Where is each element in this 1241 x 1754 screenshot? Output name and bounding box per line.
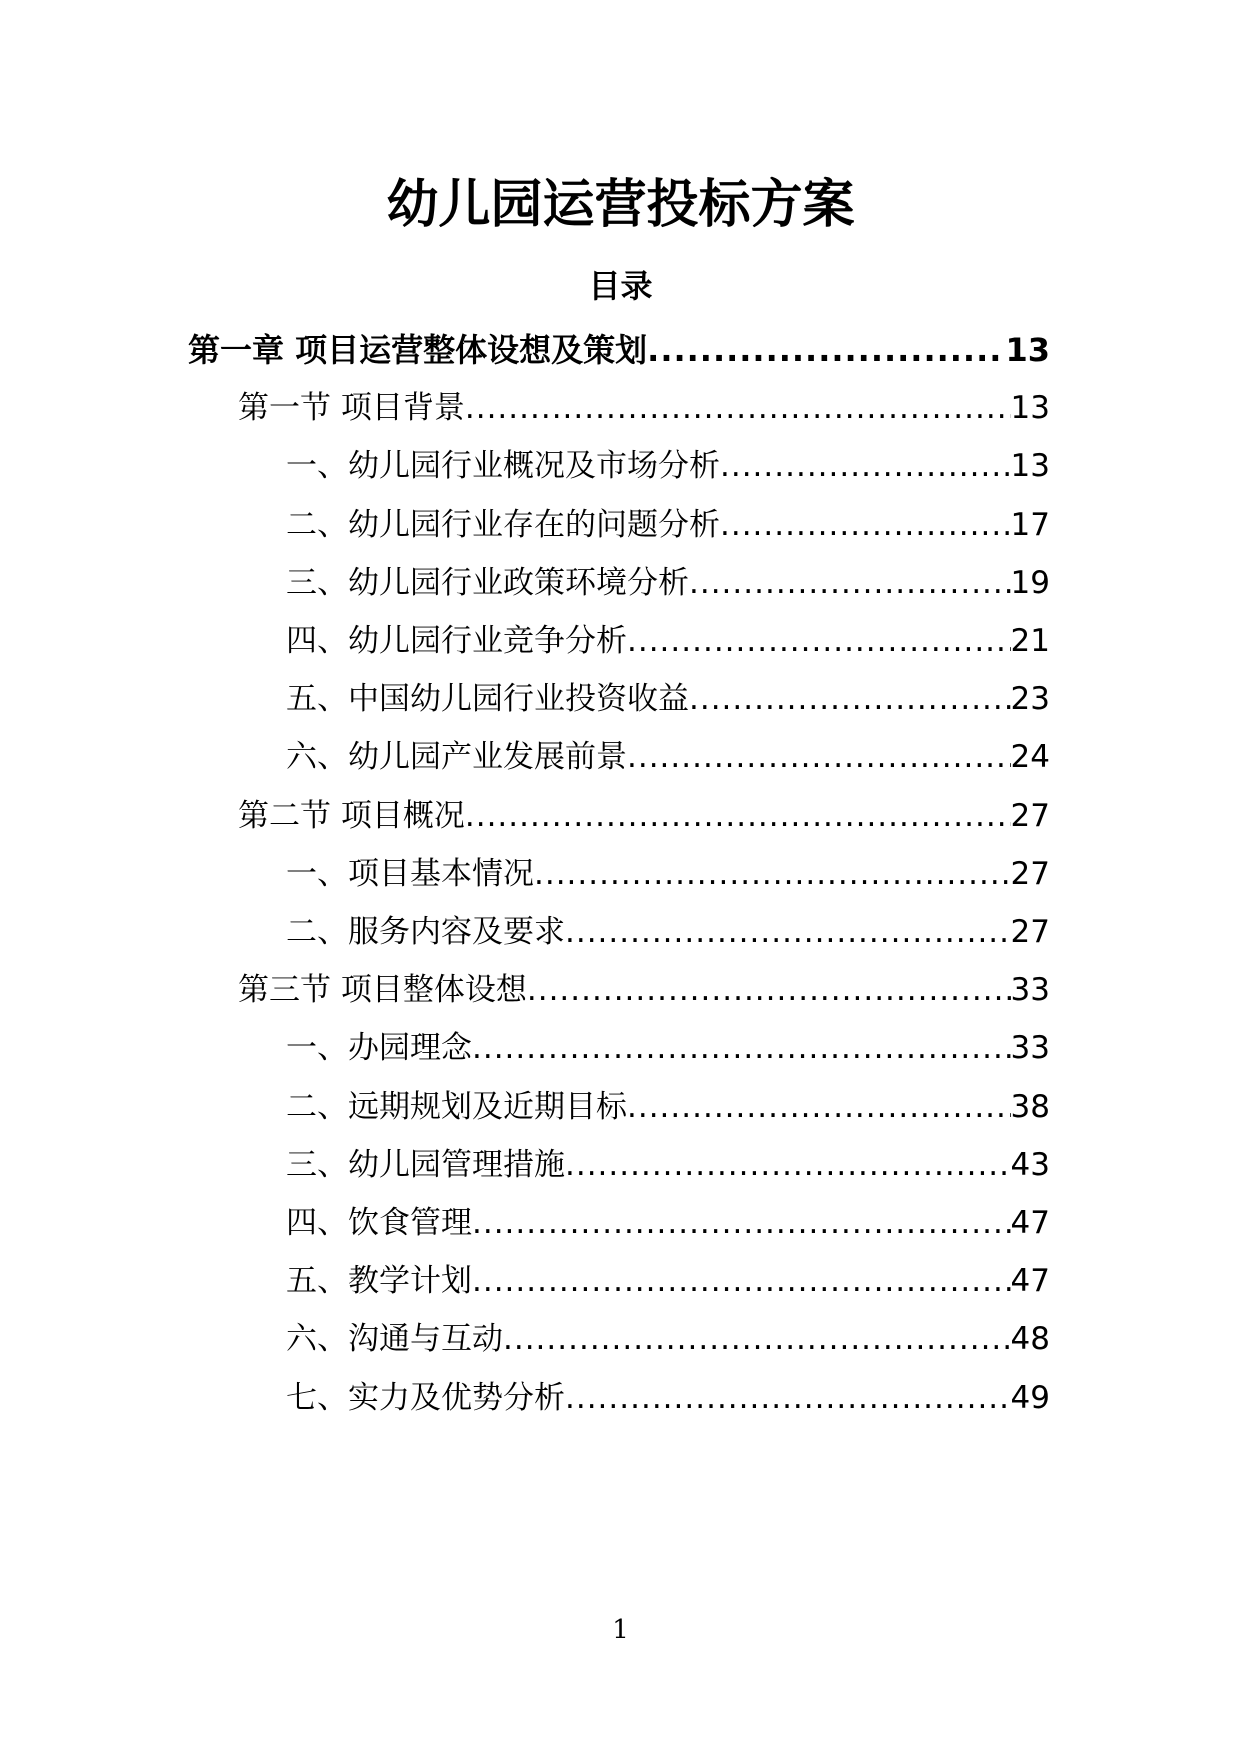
toc-entry-label: 六、沟通与互动: [286, 1321, 503, 1357]
toc-entry-label: 四、幼儿园行业竞争分析: [286, 623, 627, 659]
toc-entry[interactable]: [286, 1257, 1050, 1305]
toc-dot-leader: [689, 559, 1011, 607]
toc-entry[interactable]: [286, 442, 1050, 490]
toc-entry-label: 三、幼儿园管理措施: [286, 1147, 565, 1183]
toc-entry-page: 21: [1010, 623, 1050, 659]
toc-entry[interactable]: [286, 501, 1050, 549]
toc-entry-page: 47: [1010, 1205, 1050, 1241]
toc-entry-page: 13: [1010, 448, 1050, 484]
toc-entry-label: 一、项目基本情况: [286, 856, 534, 892]
toc-entry-page: 23: [1010, 681, 1050, 717]
toc-entry[interactable]: [286, 1141, 1050, 1189]
toc-entry-label: 三、幼儿园行业政策环境分析: [286, 565, 689, 601]
toc-entry-page: 13: [1010, 390, 1050, 426]
toc-entry[interactable]: [286, 1374, 1050, 1422]
toc-entry[interactable]: [238, 966, 1050, 1014]
toc-entry-page: 19: [1010, 565, 1050, 601]
toc-dot-leader: [647, 326, 1005, 374]
toc-entry-page: 27: [1010, 914, 1050, 950]
toc-dot-leader: [527, 966, 1011, 1014]
toc-dot-leader: [627, 1083, 1011, 1131]
toc-dot-leader: [565, 1141, 1011, 1189]
toc-entry[interactable]: [286, 1083, 1050, 1131]
toc-dot-leader: [627, 733, 1011, 781]
toc-entry[interactable]: [238, 792, 1050, 840]
toc-dot-leader: [689, 675, 1011, 723]
toc-dot-leader: [720, 501, 1011, 549]
toc-entry-label: 一、幼儿园行业概况及市场分析: [286, 448, 720, 484]
toc-heading: 目录: [588, 267, 653, 305]
toc-entry-page: 43: [1010, 1147, 1050, 1183]
toc-entry-label: 五、中国幼儿园行业投资收益: [286, 681, 689, 717]
toc-entry-label: 第三节 项目整体设想: [238, 972, 527, 1008]
toc-entry-label: 一、办园理念: [286, 1030, 472, 1066]
toc-entry-label: 第二节 项目概况: [238, 798, 465, 834]
toc-dot-leader: [465, 792, 1011, 840]
toc-dot-leader: [534, 850, 1011, 898]
toc-entry[interactable]: [286, 1315, 1050, 1363]
toc-entry-page: 24: [1010, 739, 1050, 775]
toc-dot-leader: [565, 908, 1011, 956]
toc-entry[interactable]: [286, 850, 1050, 898]
toc-entry-page: 27: [1010, 856, 1050, 892]
toc-entry[interactable]: [286, 733, 1050, 781]
toc-entry-label: 二、远期规划及近期目标: [286, 1089, 627, 1125]
toc-entry-page: 38: [1010, 1089, 1050, 1125]
toc-entry-label: 六、幼儿园产业发展前景: [286, 739, 627, 775]
toc-dot-leader: [465, 384, 1011, 432]
toc-dot-leader: [472, 1199, 1011, 1247]
toc-entry-page: 33: [1010, 972, 1050, 1008]
toc-entry[interactable]: [286, 559, 1050, 607]
toc-entry[interactable]: [238, 384, 1050, 432]
page-number: 1: [612, 1615, 629, 1645]
toc-dot-leader: [627, 617, 1011, 665]
toc-entry-label: 第一节 项目背景: [238, 390, 465, 426]
toc-dot-leader: [472, 1024, 1011, 1072]
toc-entry[interactable]: [286, 675, 1050, 723]
toc-entry[interactable]: [286, 617, 1050, 665]
toc-entry-page: 47: [1010, 1263, 1050, 1299]
toc-dot-leader: [720, 442, 1011, 490]
toc-entry-label: 第一章 项目运营整体设想及策划: [188, 331, 648, 369]
toc-entry-page: 48: [1010, 1321, 1050, 1357]
toc-entry-label: 四、饮食管理: [286, 1205, 472, 1241]
toc-entry-page: 13: [1005, 331, 1050, 369]
toc-entry[interactable]: [286, 1199, 1050, 1247]
toc-dot-leader: [472, 1257, 1011, 1305]
toc-entry-label: 二、幼儿园行业存在的问题分析: [286, 507, 720, 543]
toc-entry-page: 27: [1010, 798, 1050, 834]
toc-entry[interactable]: [188, 326, 1050, 374]
toc-entry[interactable]: [286, 1024, 1050, 1072]
document-title: 幼儿园运营投标方案: [386, 175, 855, 235]
toc-entry-label: 七、实力及优势分析: [286, 1380, 565, 1416]
toc-entry[interactable]: [286, 908, 1050, 956]
toc-dot-leader: [503, 1315, 1011, 1363]
toc-entry-label: 二、服务内容及要求: [286, 914, 565, 950]
toc-entry-label: 五、教学计划: [286, 1263, 472, 1299]
toc-entry-page: 49: [1010, 1380, 1050, 1416]
toc-dot-leader: [565, 1374, 1011, 1422]
toc-entry-page: 17: [1010, 507, 1050, 543]
toc-entry-page: 33: [1010, 1030, 1050, 1066]
